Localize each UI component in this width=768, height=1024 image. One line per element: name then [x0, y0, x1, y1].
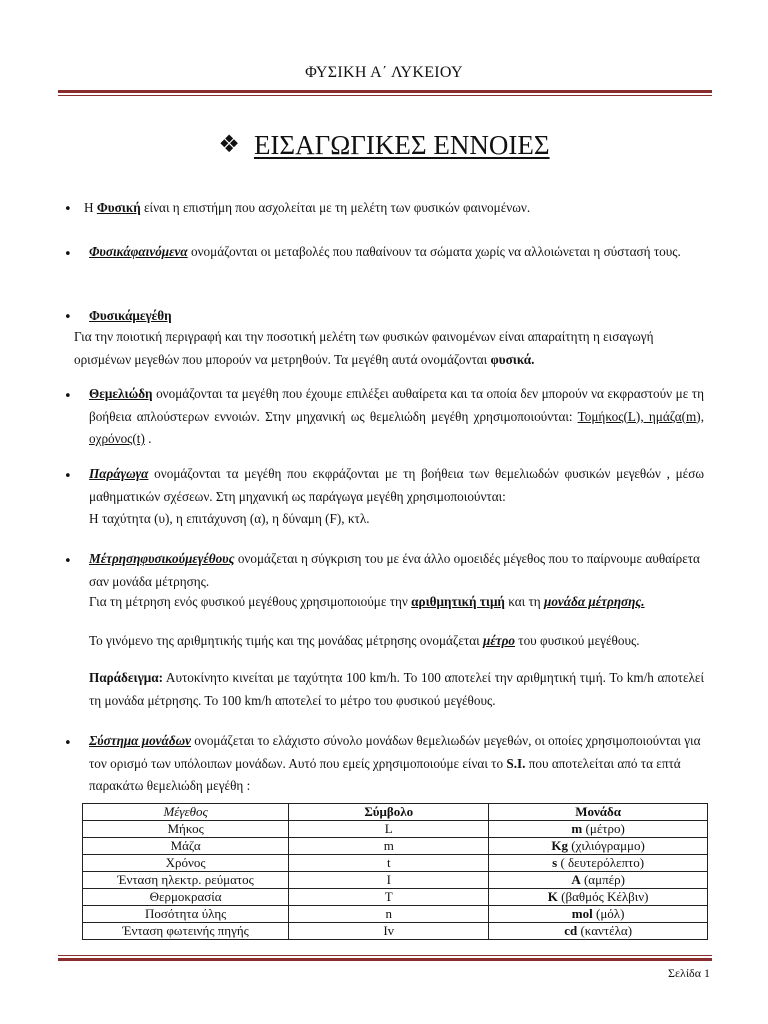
term-fundamental: Θεμελιώδη — [89, 386, 153, 401]
si-units-table — [82, 803, 708, 940]
table-row: Θερμοκρασία T K (βαθμός Κέλβιν) — [83, 889, 708, 906]
bullet-icon: • — [64, 310, 72, 325]
column-header: Μέγεθος — [83, 804, 289, 821]
header-rule — [58, 90, 712, 96]
paragraph-example: Παράδειγμα: Αυτοκίνητο κινείται με ταχύτητα 100 km/h. Το 100 αποτελεί την αριθμητική τιμή. Το km/h αποτελεί τη μονάδα μέτρησης. Το 100 km/h αποτελεί το μέτρο του φυσικού μεγέθους. — [89, 670, 704, 708]
example-label: Παράδειγμα: — [89, 670, 163, 685]
paragraph-measurement-3: Το γινόμενο της αριθμητικής τιμής και της μονάδας μέτρησης ονομάζεται μέτρο του φυσικού μεγέθους. — [89, 633, 640, 648]
footer-rule — [58, 955, 712, 961]
main-title — [0, 130, 768, 161]
term-phenomena: Φυσικάφαινόμενα — [89, 244, 188, 259]
table-row: Μήκος L m (μέτρο) — [83, 821, 708, 838]
table-row: Μάζα m Kg (χιλιόγραμμο) — [83, 838, 708, 855]
bullet-icon: • — [64, 202, 72, 217]
fundamental-list: Τομήκος(L), ημάζα(m), οχρόνος(t) — [89, 408, 704, 446]
term-quantities-line — [89, 305, 704, 328]
paragraph-measurement: Μέτρησηφυσικούμεγέθους ονομάζεται η σύγκριση του με ένα άλλο ομοειδές μέγεθος που το παίρνουμε αυθαίρετα σαν μονάδα μέτρησης. — [89, 551, 700, 589]
term-physics: Φυσική — [96, 200, 141, 215]
table-row: Ποσότητα ύλης n mol (μόλ) — [83, 906, 708, 923]
diamond-bullet-icon: ❖ — [218, 130, 240, 158]
paragraph-phenomena: Φυσικάφαινόμενα ονομάζονται οι μεταβολές που παθαίνουν τα σώματα χωρίς να αλλοιώνεται η σύστασή τους. — [89, 244, 681, 259]
paragraph-quantities: Για την ποιοτική περιγραφή και την ποσοτική μελέτη των φυσικών φαινομένων είναι απαραίτητη η εισαγωγή ορισμένων μεγεθών που μπορούν να μετρηθούν. Τα μεγέθη αυτά ονομάζονται φυσικά. — [74, 329, 654, 367]
column-header: Σύμβολο — [289, 804, 489, 821]
bullet-icon: • — [64, 469, 72, 484]
term-quantities: Φυσικάμεγέθη — [89, 308, 172, 323]
paragraph-units: Σύστημα μονάδων ονομάζεται το ελάχιστο σύνολο μονάδων θεμελιωδών μεγεθών, οι οποίες χρησιμοποιούνται για τον ορισμό των υπόλοιπων μονάδων. Αυτό που εμείς χρησιμοποιούμε είναι το S.I. που αποτελείται από τα επτά παρακάτω θεμελιώδη μεγέθη : — [89, 733, 701, 793]
bullet-icon: • — [64, 247, 72, 262]
bullet-icon: • — [64, 736, 72, 751]
page-number: Σελίδα 1 — [667, 966, 710, 980]
table-header-row — [83, 804, 708, 821]
bullet-icon: • — [64, 389, 72, 404]
table-row: Χρόνος t s ( δευτερόλεπτο) — [83, 855, 708, 872]
main-title-text: ΕΙΣΑΓΩΓΙΚΕΣ ΕΝΝΟΙΕΣ — [253, 130, 550, 160]
paragraph-derived: Παράγωγα ονομάζονται τα μεγέθη που εκφράζονται με τη βοήθεια των θεμελιωδών φυσικών μεγεθών , μέσω μαθηματικών σχέσεων. Στη μηχανική ως παράγωγα μεγέθη χρησιμοποιούνται: — [89, 466, 704, 504]
term-units: Σύστημα μονάδων — [89, 733, 191, 748]
term-measurement: Μέτρησηφυσικούμεγέθους — [89, 551, 235, 566]
header-title: ΦΥΣΙΚΗ Α΄ ΛΥΚΕΙΟΥ — [305, 64, 463, 81]
column-header: Μονάδα — [489, 804, 708, 821]
bullet-icon: • — [64, 554, 72, 569]
paragraph-fundamental: Θεμελιώδη ονομάζονται τα μεγέθη που έχουμε επιλέξει αυθαίρετα και τα οποία δεν μπορούν να εκφραστούν με τη βοήθεια απλούστερων εννοιών. Στην μηχανική ως θεμελιώδη μεγέθη χρησιμοποιούνται: Τομήκος(L), ημάζα(m), οχρόνος(t) . — [89, 386, 704, 446]
paragraph-measurement-2: Για τη μέτρηση ενός φυσικού μεγέθους χρησιμοποιούμε την αριθμητική τιμή και τη μονάδα μέτρησης. — [89, 594, 645, 609]
paragraph-physics: Η Φυσική είναι η επιστήμη που ασχολείται με τη μελέτη των φυσικών φαινομένων. — [84, 200, 531, 215]
derived-examples: Η ταχύτητα (υ), η επιτάχυνση (α), η δύναμη (F), κτλ. — [89, 511, 370, 526]
table-row: Ένταση ηλεκτρ. ρεύματος I A (αμπέρ) — [83, 872, 708, 889]
table-row: Ένταση φωτεινής πηγής Iv cd (καντέλα) — [83, 923, 708, 940]
term-derived: Παράγωγα — [89, 466, 149, 481]
